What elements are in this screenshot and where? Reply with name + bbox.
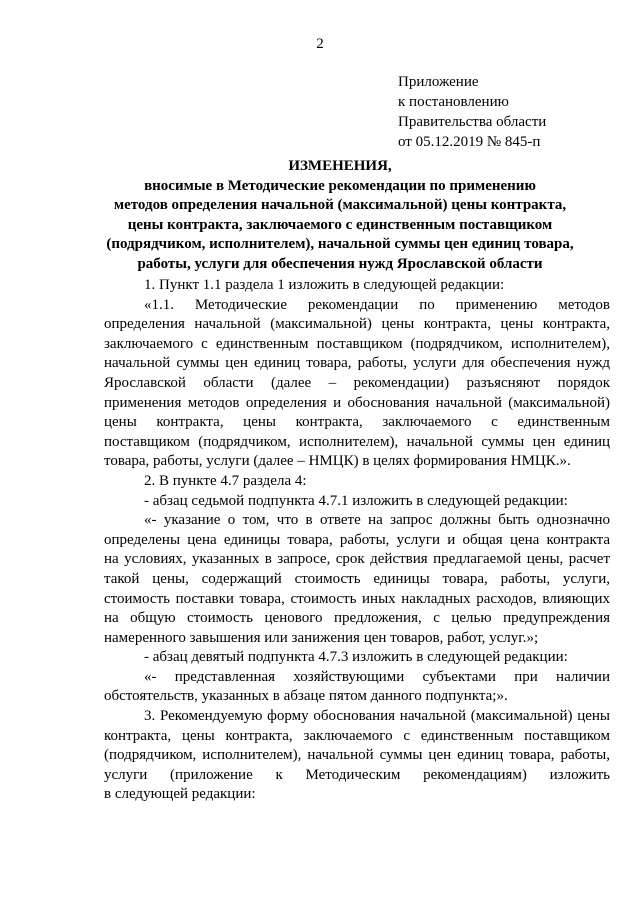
paragraph-line: услуги (приложение к Методическим рекомендациям) изложить <box>104 766 610 783</box>
paragraph-line: поставщиком (подрядчиком, исполнителем), начальной суммы цен единиц <box>104 433 610 450</box>
heading-subtitle-line: вносимые в Методические рекомендации по применению <box>144 177 536 194</box>
paragraph-line: Ярославской области (далее – рекомендации) разъясняют порядок <box>104 374 610 391</box>
paragraph-line: 2. В пункте 4.7 раздела 4: <box>144 472 307 489</box>
paragraph-line: применения методов определения и обоснования начальной (максимальной) <box>104 394 610 411</box>
appendix-line: Приложение <box>398 74 479 90</box>
heading-subtitle-line: цены контракта, заключаемого с единственным поставщиком <box>127 216 553 233</box>
paragraph-line: цены контракта, цены контракта, заключаемого с единственным <box>104 414 610 431</box>
paragraph-line: определены цена единицы товара, работы, услуги и общая цена контракта <box>104 531 610 548</box>
paragraph-line: «- указание о том, что в ответе на запрос должны быть однозначно <box>144 512 610 529</box>
paragraph-line: «- представленная хозяйствующими субъектами при наличии <box>144 668 610 685</box>
page-number: 2 <box>316 36 324 52</box>
paragraph-line: на общую стоимость ценового предложения, с целью предупреждения <box>104 610 610 627</box>
appendix-line: к постановлению <box>398 94 509 110</box>
heading-subtitle-line: работы, услуги для обеспечения нужд Ярославской области <box>137 255 543 272</box>
paragraph-line: в следующей редакции: <box>104 786 256 803</box>
paragraph-line: - абзац девятый подпункта 4.7.3 изложить в следующей редакции: <box>144 649 568 666</box>
paragraph-line: стоимость поставки товара, стоимость иных накладных расходов, влияющих <box>104 590 610 607</box>
document-heading <box>60 157 620 274</box>
paragraph-line: - абзац седьмой подпункта 4.7.1 изложить в следующей редакции: <box>144 492 568 509</box>
paragraph-line: начальной суммы цен единиц товара, работы, услуги для обеспечения нужд <box>104 355 610 372</box>
paragraph-line: контракта, цены контракта, заключаемого с единственным поставщиком <box>104 727 610 744</box>
paragraph-line: заключаемого с единственным поставщиком (подрядчиком, исполнителем), <box>104 335 610 352</box>
paragraph-line: определения начальной (максимальной) цены контракта, цены контракта, <box>104 316 610 333</box>
paragraph-line: обстоятельств, указанных в абзаце пятом данного подпункта;». <box>104 688 508 705</box>
paragraph-line: 3. Рекомендуемую форму обоснования начальной (максимальной) цены <box>144 708 610 725</box>
heading-title: ИЗМЕНЕНИЯ, <box>288 158 392 174</box>
heading-subtitle-line: методов определения начальной (максимальной) цены контракта, <box>113 197 567 213</box>
appendix-line: от 05.12.2019 № 845-п <box>398 134 541 150</box>
paragraph-line: «1.1. Методические рекомендации по применению методов <box>144 296 610 313</box>
paragraph-line: такой цены, содержащий стоимость единицы товара, работы, услуги, <box>104 570 610 587</box>
heading-subtitle-line: (подрядчиком, исполнителем), начальной суммы цен единиц товара, <box>106 236 574 252</box>
appendix-block <box>398 72 628 152</box>
paragraph-line: (подрядчиком, исполнителем), начальной суммы цен единиц товара, работы, <box>104 747 610 764</box>
paragraph-line: намеренного завышения или занижения цен товаров, работ, услуг.»; <box>104 629 539 646</box>
paragraph-line: товара, работы, услуги (далее – НМЦК) в целях формирования НМЦК.». <box>104 453 571 470</box>
appendix-line: Правительства области <box>398 114 547 130</box>
paragraph-line: 1. Пункт 1.1 раздела 1 изложить в следующей редакции: <box>144 277 505 293</box>
paragraph-line: на условиях, указанных в запросе, срок действия предлагаемой цены, расчет <box>104 551 610 568</box>
document-body <box>104 276 610 805</box>
